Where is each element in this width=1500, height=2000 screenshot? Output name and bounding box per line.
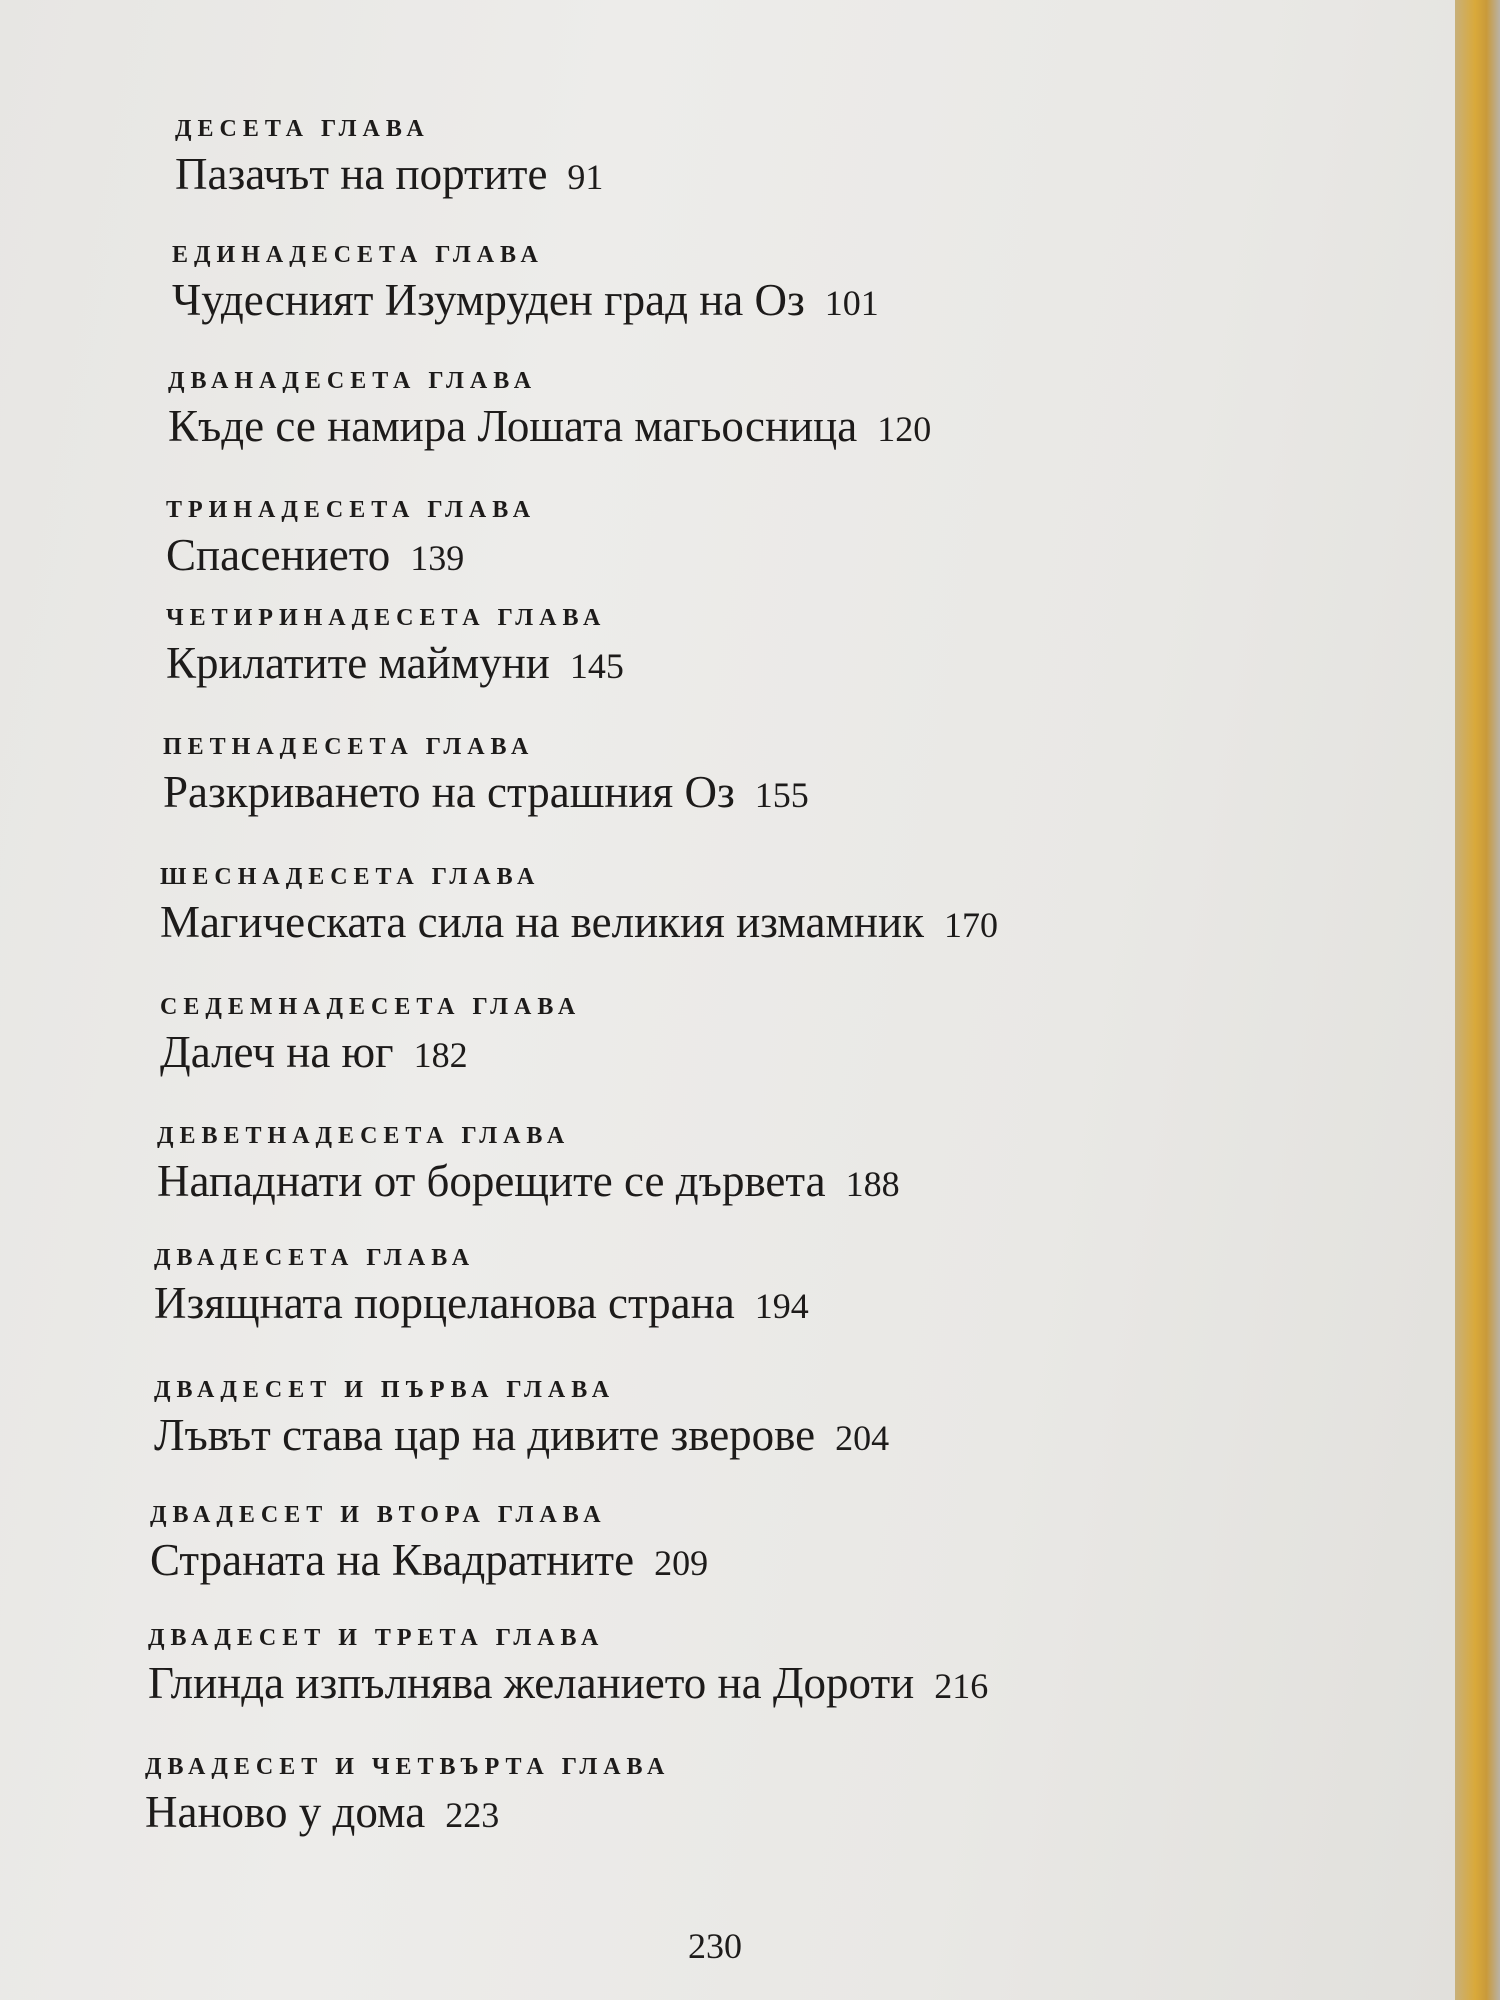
chapter-title-line: [145, 1784, 1445, 1843]
chapter-page-number: 182: [413, 1035, 468, 1075]
chapter-title: Къде се намира Лошата магьосница: [168, 401, 858, 451]
chapter-heading: ПЕТНАДЕСЕТА ГЛАВА: [163, 734, 535, 760]
chapter-page-number: 120: [877, 409, 932, 449]
toc-entry: [154, 1243, 1454, 1334]
chapter-title-line: [150, 1532, 1450, 1591]
chapter-heading: ЕДИНАДЕСЕТА ГЛАВА: [172, 242, 544, 268]
chapter-title: Магическата сила на великия измамник: [160, 897, 924, 947]
chapter-title-line: [154, 1407, 1454, 1466]
chapter-heading: ДВАДЕСЕТ И ВТОРА ГЛАВА: [150, 1502, 607, 1528]
chapter-title-line: [175, 146, 1475, 205]
chapter-title-line: [166, 527, 1466, 586]
chapter-title-line: [154, 1275, 1454, 1334]
toc-entry: [175, 114, 1475, 205]
toc-entry: [148, 1623, 1448, 1714]
chapter-title: Страната на Квадратните: [150, 1535, 635, 1585]
chapter-page-number: 216: [934, 1666, 989, 1706]
chapter-title-line: [160, 894, 1460, 953]
chapter-title: Наново у дома: [145, 1787, 426, 1837]
chapter-heading: ДВАДЕСЕТ И ТРЕТА ГЛАВА: [148, 1625, 605, 1651]
chapter-page-number: 139: [410, 538, 465, 578]
chapter-heading: ШЕСНАДЕСЕТА ГЛАВА: [160, 864, 541, 890]
chapter-title-line: [166, 635, 1466, 694]
chapter-title-line: [172, 272, 1472, 331]
chapter-page-number: 145: [569, 646, 624, 686]
chapter-title-line: [163, 764, 1463, 823]
chapter-title: Пазачът на портите: [175, 149, 548, 199]
chapter-page-number: 194: [754, 1286, 809, 1326]
chapter-heading: ДЕВЕТНАДЕСЕТА ГЛАВА: [157, 1123, 571, 1149]
chapter-page-number: 91: [567, 157, 604, 197]
chapter-title: Чудесният Изумруден град на Оз: [172, 275, 805, 325]
toc-entry: [160, 992, 1460, 1083]
chapter-heading: ДЕСЕТА ГЛАВА: [175, 116, 430, 142]
chapter-heading: ЧЕТИРИНАДЕСЕТА ГЛАВА: [166, 605, 607, 631]
toc-entry: [157, 1121, 1457, 1212]
toc-entry: [163, 732, 1463, 823]
chapter-title-line: [157, 1153, 1457, 1212]
chapter-title: Глинда изпълнява желанието на Дороти: [148, 1658, 915, 1708]
toc-entry: [166, 603, 1466, 694]
chapter-heading: ДВАДЕСЕТА ГЛАВА: [154, 1245, 476, 1271]
toc-entry: [172, 240, 1472, 331]
chapter-title: Нападнати от борещите се дървета: [157, 1156, 826, 1206]
chapter-title: Лъвът става цар на дивите зверове: [154, 1410, 816, 1460]
chapter-page-number: 101: [824, 283, 879, 323]
chapter-heading: ТРИНАДЕСЕТА ГЛАВА: [166, 497, 537, 523]
toc-entry: [154, 1375, 1454, 1466]
chapter-title-line: [160, 1024, 1460, 1083]
toc-entry: [150, 1500, 1450, 1591]
chapter-title: Спасението: [166, 530, 391, 580]
chapter-heading: ДВАДЕСЕТ И ПЪРВА ГЛАВА: [154, 1377, 616, 1403]
chapter-heading: ДВАДЕСЕТ И ЧЕТВЪРТА ГЛАВА: [145, 1754, 671, 1780]
chapter-heading: ДВАНАДЕСЕТА ГЛАВА: [168, 368, 538, 394]
toc-entry: [168, 366, 1468, 457]
toc-entry: [166, 495, 1466, 586]
chapter-page-number: 155: [754, 775, 809, 815]
chapter-title: Крилатите маймуни: [166, 638, 550, 688]
toc-entry: [145, 1752, 1445, 1843]
chapter-title-line: [168, 398, 1468, 457]
chapter-title-line: [148, 1655, 1448, 1714]
chapter-page-number: 170: [943, 905, 998, 945]
chapter-heading: СЕДЕМНАДЕСЕТА ГЛАВА: [160, 994, 582, 1020]
toc-entry: [160, 862, 1460, 953]
chapter-page-number: 223: [445, 1795, 500, 1835]
page-number-footer: 230: [688, 1926, 742, 1966]
chapter-page-number: 188: [845, 1164, 900, 1204]
chapter-title: Далеч на юг: [160, 1027, 394, 1077]
chapter-page-number: 204: [835, 1418, 890, 1458]
chapter-title: Разкриването на страшния Оз: [163, 767, 735, 817]
chapter-title: Изящната порцеланова страна: [154, 1278, 735, 1328]
chapter-page-number: 209: [654, 1543, 709, 1583]
